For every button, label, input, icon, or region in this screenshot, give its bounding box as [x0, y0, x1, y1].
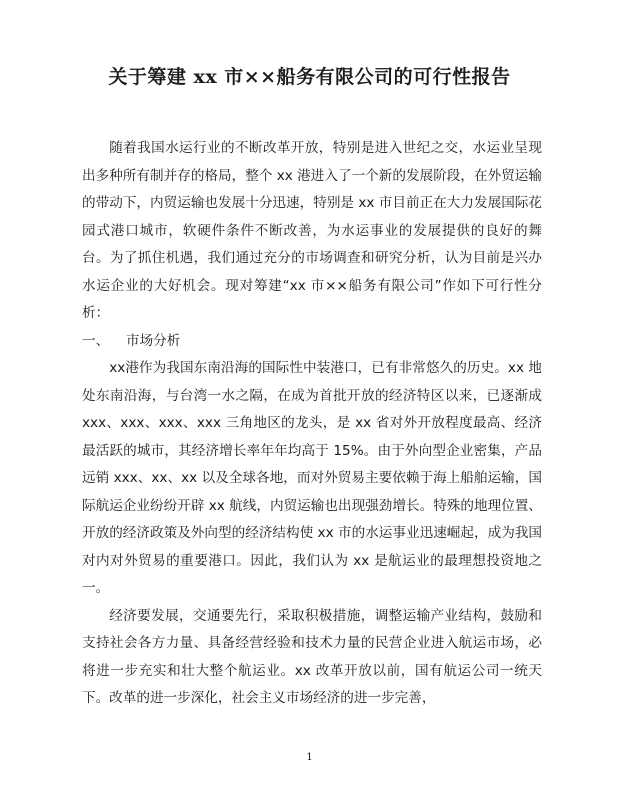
document-body [82, 135, 542, 713]
document-title: 关于筹建 xx 市××船务有限公司的可行性报告 [108, 66, 511, 88]
page-number: 1 [306, 752, 313, 763]
intro-paragraph: 随着我国水运行业的不断改革开放，特别是进入世纪之交，水运业呈现出多种所有制并存的格局，整个 xx 港进入了一个新的发展阶段，在外贸运输的带动下，内贸运输也发展十分迅速，特别是 xx 市目前正在大力发展国际花园式港口城市，软硬件条件不断改善，为水运事业的发展提供的良好的舞台。为了抓住机遇，我们通过充分的市场调查和研究分析，认为目前是兴办水运企业的大好机会。现对筹建“xx 市××船务有限公司”作如下可行性分析： [82, 140, 542, 321]
market-paragraph-1: xx港作为我国东南沿海的国际性中装港口，已有非常悠久的历史。xx 地处东南沿海，与台湾一水之隔，在成为首批开放的经济特区以来，已逐渐成 xxx、xxx、xxx、xxx 三角地区的龙头，是 xx 省对外开放程度最高、经济最活跃的城市，其经济增长率年年均高于 15%。由于外向型企业密集，产品远销 xxx、xx、xx 以及全球各地，而对外贸易主要依赖于海上船舶运输，国际航运企业纷纷开辟 xx 航线，内贸运输也出现强劲增长。特殊的地理位置、开放的经济政策及外向型的经济结构使 xx 市的水运事业迅速崛起，成为我国对内对外贸易的重要港口。因此，我们认为 xx 是航运业的最理想投资地之一。 [82, 360, 542, 596]
section-title: 市场分析 [126, 332, 181, 349]
section-heading-market-analysis [82, 328, 542, 356]
market-paragraph-2: 经济要发展，交通要先行，采取积极措施，调整运输产业结构，鼓励和支持社会各方力量、具备经营经验和技术力量的民营企业进入航运市场，必将进一步充实和壮大整个航运业。xx 改革开放以前，国有航运公司一统天下。改革的进一步深化，社会主义市场经济的进一步完善， [82, 607, 542, 706]
section-number: 一、 [82, 332, 110, 349]
